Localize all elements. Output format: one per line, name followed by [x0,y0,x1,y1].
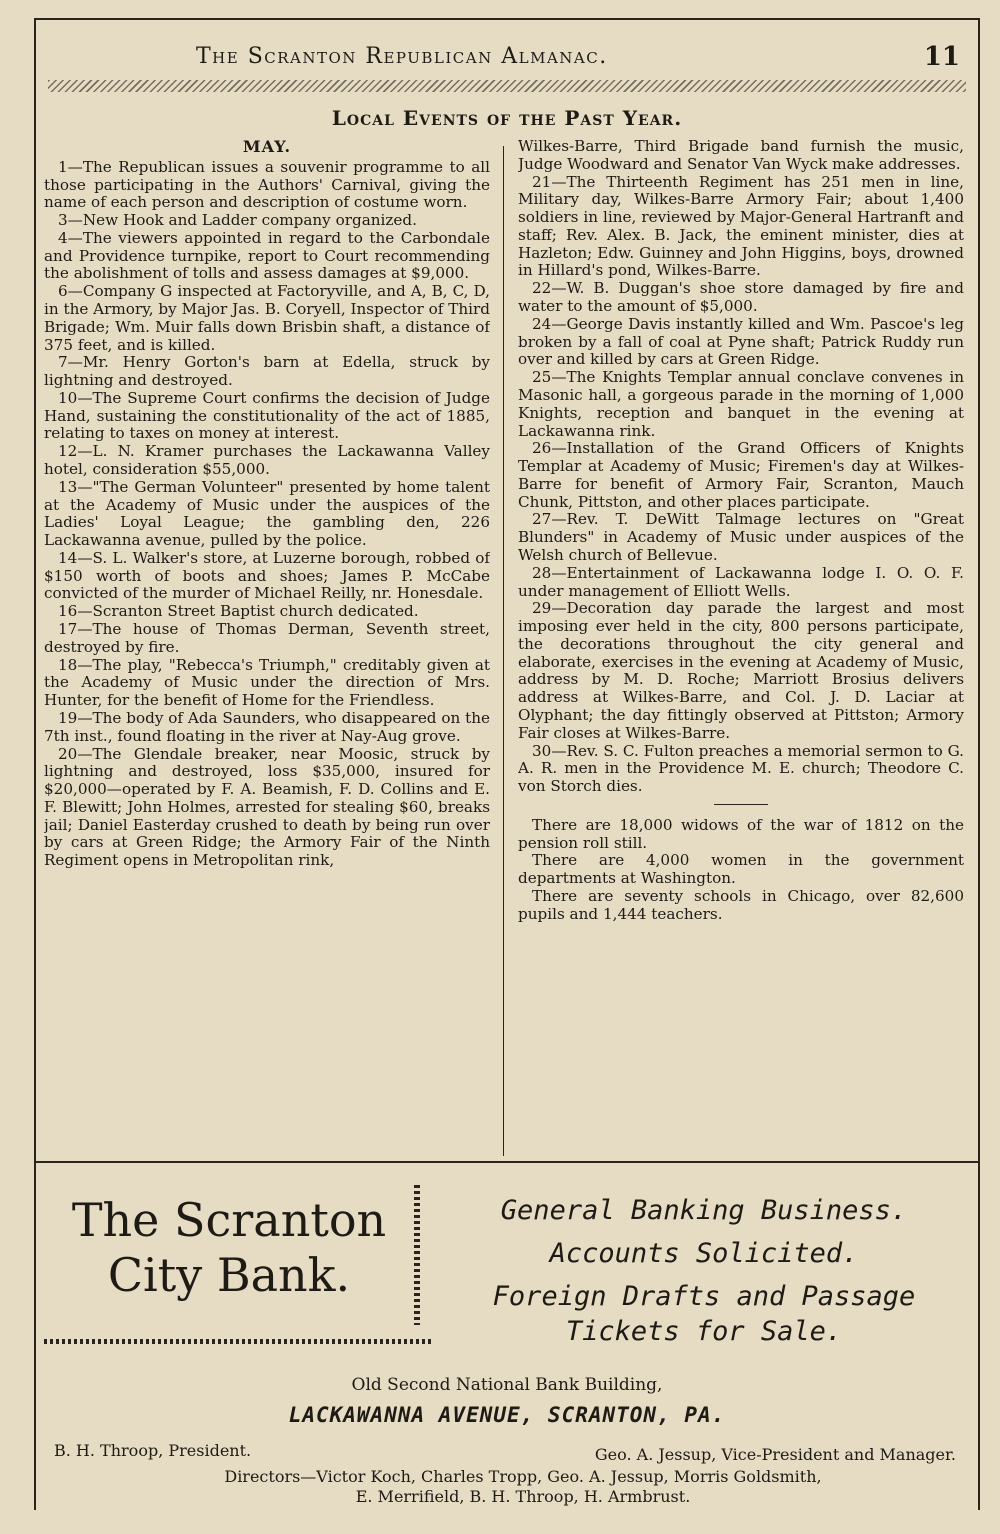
almanac-page [34,18,980,1510]
event-entry: 1—The Republican issues a souvenir programme to all those participating in the Authors' Carnival, giving the name of each person and description of costume worn. [44,157,490,212]
event-entry: 7—Mr. Henry Gorton's barn at Edella, struck by lightning and destroyed. [44,353,490,390]
event-entry: 27—Rev. T. DeWitt Talmage lectures on "Great Blunders" in Academy of Music under auspices of the Welsh church of Bellevue. [518,510,964,564]
bank-name-line: City Bank. [107,1248,351,1303]
bank-advertisement [36,1161,978,1512]
address-building: Old Second National Bank Building, [351,1375,663,1395]
directors-line: Directors—Victor Koch, Charles Tropp, Geo. A. Jessup, Morris Goldsmith, [224,1467,822,1486]
dotted-horizontal-rule [44,1339,434,1344]
dotted-vertical-rule [414,1185,420,1325]
service-line: Tickets for Sale. [565,1316,843,1348]
service-line: Accounts Solicited. [549,1238,859,1270]
event-entry: 4—The viewers appointed in regard to the Carbondale and Providence turnpike, report to Court recommending the abolishment of tolls and assess damages at $9,000. [44,228,490,283]
event-entry: 26—Installation of the Grand Officers of Knights Templar at Academy of Music; Firemen's day at Wilkes-Barre for benefit of Armory Fair, Scranton, Mauch Chunk, Pittston, and other places participate. [518,439,964,511]
bank-name [54,1193,404,1303]
event-entry-continued: Wilkes-Barre, Third Brigade band furnish the music, Judge Woodward and Senator Van Wyck make addresses. [518,138,964,173]
event-entry: 29—Decoration day parade the largest and most imposing ever held in the city, 800 persons participate, the decorations throughout the city general and elaborate, exercises in the evening at Academy of Music, address by M. D. Roche; Marriott Brosius delivers address at Wilkes-Barre, and Col. J. D. Laciar at Olyphant; the day fittingly observed at Pittston; Armory Fair closes at Wilkes-Barre. [518,599,964,742]
right-column [518,138,964,1168]
event-entry: 12—L. N. Kramer purchases the Lackawanna Valley hotel, consideration $55,000. [44,442,490,478]
directors-line: E. Merrifield, B. H. Throop, H. Armbrust. [355,1487,691,1506]
fact-entry: There are seventy schools in Chicago, over 82,600 pupils and 1,444 teachers. [518,887,964,923]
event-entry: 10—The Supreme Court confirms the decision of Judge Hand, sustaining the constitutionality of the act of 1885, relating to taxes on money at interest. [44,388,490,443]
event-entry: 24—George Davis instantly killed and Wm. Pascoe's leg broken by a fall of coal at Pyne shaft; Patrick Ruddy run over and killed by cars at Green Ridge. [518,314,964,369]
event-entry: 3—New Hook and Ladder company organized. [58,211,417,230]
service-line: General Banking Business. [500,1195,908,1226]
president-line: B. H. Throop, President. [54,1441,252,1460]
event-entry: 20—The Glendale breaker, near Moosic, struck by lightning and destroyed, loss $35,000, insured for $20,000—operated by F. A. Beamish, F. D. Collins and E. F. Blewitt; John Holmes, arrested for stealing $60, breaks jail; Daniel Easterday crushed to death by being run over by cars at Green Ridge; the Armory Fair of the Ninth Regiment opens in Metropolitan rink, [44,744,490,870]
event-entry: 22—W. B. Duggan's shoe store damaged by fire and water to the amount of $5,000. [518,279,964,316]
event-entry: 30—Rev. S. C. Fulton preaches a memorial sermon to G. A. R. men in the Providence M. E. church; Theodore C. von Storch dies. [518,741,964,796]
bank-name-line: The Scranton [71,1193,387,1247]
event-entry: 16—Scranton Street Baptist church dedicated. [58,602,419,621]
directors-list [86,1467,960,1507]
page-number: 11 [923,42,960,72]
column-divider [503,146,504,1156]
bank-services [434,1193,974,1357]
address-street: LACKAWANNA AVENUE, SCRANTON, PA. [288,1403,726,1427]
running-head [36,18,978,76]
fact-entry: There are 18,000 widows of the war of 1812 on the pension roll still. [518,815,964,852]
event-entry: 25—The Knights Templar annual conclave convenes in Masonic hall, a gorgeous parade in the morning of 1,000 Knights, reception and banquet in the evening at Lackawanna rink. [518,368,964,440]
events-columns [44,138,970,1168]
fact-entry: There are 4,000 women in the government departments at Washington. [518,851,964,888]
event-entry: 17—The house of Thomas Derman, Seventh street, destroyed by fire. [44,620,490,656]
event-entry: 6—Company G inspected at Factoryville, and A, B, C, D, in the Armory, by Major Jas. B. Coryell, Inspector of Third Brigade; Wm. Muir falls down Brisbin shaft, a distance of 375 feet, and is killed. [44,282,490,354]
event-entry: 21—The Thirteenth Regiment has 251 men in line, Military day, Wilkes-Barre Armory Fair; about 1,400 soldiers in line, reviewed by Major-General Hartranft and staff; Rev. Alex. B. Jack, the eminent minister, dies at Hazleton; Edw. Guinney and John Higgins, boys, drowned in Hillard's pond, Wilkes-Barre. [518,172,964,280]
event-entry: 13—"The German Volunteer" presented by home talent at the Academy of Music under the auspices of the Ladies' Loyal League; the gambling den, 226 Lackawanna avenue, pulled by the police. [44,477,490,550]
event-entry: 19—The body of Ada Saunders, who disappeared on the 7th inst., found floating in the river at Nay-Aug grove. [44,708,490,745]
short-divider [714,804,768,805]
section-title: Local Events of the Past Year. [331,106,683,130]
running-title: The Scranton Republican Almanac. [196,44,608,69]
left-column [44,138,490,1168]
event-entry: 18—The play, "Rebecca's Triumph," creditably given at the Academy of Music under the direction of Mrs. Hunter, for the benefit of Home for the Friendless. [44,655,490,710]
event-entry: 14—S. L. Walker's store, at Luzerne borough, robbed of $150 worth of boots and shoes; James P. McCabe convicted of the murder of Michael Reilly, nr. Honesdale. [44,548,490,603]
event-entry: 28—Entertainment of Lackawanna lodge I. O. O. F. under management of Elliott Wells. [518,563,964,600]
month-heading: MAY. [242,138,292,156]
service-line: Foreign Drafts and Passage [492,1281,916,1313]
ornamental-rule [48,80,966,92]
vice-president-line: Geo. A. Jessup, Vice-President and Manager. [594,1445,956,1464]
